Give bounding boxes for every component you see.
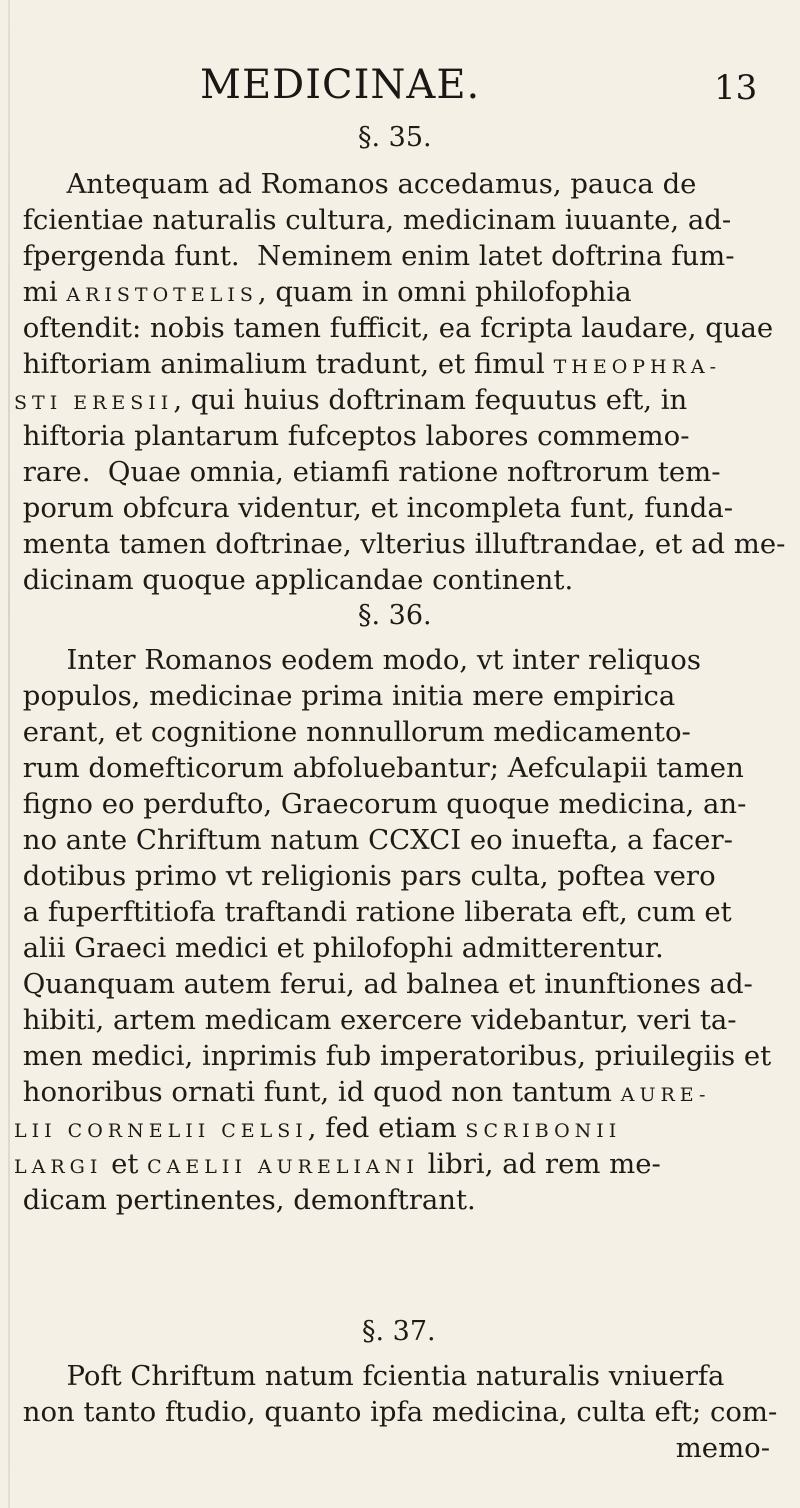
small-caps-name: THEOPHRA-	[553, 356, 722, 378]
text-segment: fpergenda funt. Neminem enim latet doftrina fum-	[14, 240, 735, 272]
text-segment: fcientiae naturalis cultura, medicinam iuuante, ad-	[14, 204, 732, 236]
running-head-title: MEDICINAE.	[200, 62, 481, 108]
text-segment: hiftoria plantarum fufceptos labores commemo-	[14, 420, 690, 452]
small-caps-name: ARISTOTELIS	[66, 284, 258, 306]
text-line	[14, 894, 770, 930]
running-head	[0, 62, 800, 112]
text-line	[14, 1038, 770, 1074]
text-line	[14, 1182, 770, 1218]
text-line	[14, 642, 770, 678]
text-segment: figno eo perdufto, Graecorum quoque medicina, an-	[14, 788, 747, 820]
text-segment: Antequam ad Romanos accedamus, pauca de	[14, 168, 697, 200]
text-segment: , fed etiam	[307, 1112, 466, 1144]
text-segment: porum obfcura videntur, et incompleta funt, funda-	[14, 492, 734, 524]
text-line	[14, 238, 770, 274]
text-line	[14, 822, 770, 858]
text-line	[14, 1110, 770, 1146]
text-segment: dicam pertinentes, demonftrant.	[14, 1184, 476, 1216]
text-line	[14, 1074, 770, 1110]
text-segment: hibiti, artem medicam exercere videbantur, veri ta-	[14, 1004, 737, 1036]
text-segment: honoribus ornati funt, id quod non tantum	[14, 1076, 621, 1108]
page-edge-shadow	[8, 0, 10, 1508]
text-segment: rum domefticorum abfoluebantur; Aefculapii tamen	[14, 752, 744, 784]
text-segment: men medici, inprimis fub imperatoribus, priuilegiis et	[14, 1040, 772, 1072]
section-mark: §. 35.	[358, 122, 432, 153]
text-line	[14, 418, 770, 454]
small-caps-name: LII CORNELII CELSI	[14, 1120, 308, 1142]
text-segment: a fuperftitiofa traftandi ratione liberata eft, cum et	[14, 896, 732, 928]
text-line	[14, 274, 770, 310]
text-segment: hiftoriam animalium tradunt, et fimul	[14, 348, 554, 380]
small-caps-name: LARGI	[14, 1156, 103, 1178]
text-segment: , qui huius doftrinam fequutus eft, in	[173, 384, 688, 416]
text-segment: , quam in omni philofophia	[257, 276, 632, 308]
text-segment: populos, medicinae prima initia mere empirica	[14, 680, 676, 712]
text-segment: libri, ad rem me-	[418, 1148, 661, 1180]
small-caps-name: CAELII AURELIANI	[147, 1156, 419, 1178]
text-line	[14, 526, 786, 562]
page-number: 13	[714, 68, 758, 108]
section-mark: §. 36.	[358, 600, 432, 631]
text-line	[14, 786, 770, 822]
text-segment: dicinam quoque applicandae continent.	[14, 564, 574, 596]
text-line	[14, 490, 770, 526]
small-caps-name: SCRIBONII	[465, 1120, 622, 1142]
text-line	[14, 1358, 770, 1394]
text-segment: mi	[14, 276, 67, 308]
text-line	[14, 930, 770, 966]
text-line	[14, 202, 770, 238]
text-segment: erant, et cognitione nonnullorum medicamento-	[14, 716, 691, 748]
text-segment: Poft Chriftum natum fcientia naturalis vniuerfa	[14, 1360, 725, 1392]
text-line	[14, 454, 770, 490]
text-segment: Inter Romanos eodem modo, vt inter reliquos	[14, 644, 701, 676]
text-line	[14, 678, 770, 714]
text-line	[14, 166, 770, 202]
text-line	[14, 382, 770, 418]
text-segment: memo-	[675, 1432, 770, 1464]
text-segment: alii Graeci medici et philofophi admitterentur.	[14, 932, 664, 964]
small-caps-name: AURE-	[620, 1084, 711, 1106]
text-line	[14, 310, 774, 346]
text-segment: non tanto ftudio, quanto ipfa medicina, culta eft; com-	[14, 1396, 778, 1428]
text-segment: Quanquam autem ferui, ad balnea et inunftiones ad-	[14, 968, 753, 1000]
text-segment: oftendit: nobis tamen fufficit, ea fcripta laudare, quae	[14, 312, 774, 344]
text-segment: dotibus primo vt religionis pars culta, poftea vero	[14, 860, 716, 892]
text-line	[14, 562, 770, 598]
text-line	[14, 1002, 770, 1038]
text-line	[14, 1430, 770, 1466]
small-caps-name: STI ERESII	[14, 392, 174, 414]
text-line	[14, 1394, 778, 1430]
text-segment: no ante Chriftum natum CCXCI eo inuefta, a facer-	[14, 824, 733, 856]
text-line	[14, 966, 770, 1002]
text-line	[14, 714, 770, 750]
text-line	[14, 346, 770, 382]
text-segment: rare. Quae omnia, etiamfi ratione noftrorum tem-	[14, 456, 721, 488]
text-line	[14, 1146, 770, 1182]
text-segment: menta tamen doftrinae, vlterius illuftrandae, et ad me-	[14, 528, 786, 560]
text-line	[14, 750, 770, 786]
section-mark: §. 37.	[362, 1316, 436, 1347]
text-line	[14, 858, 770, 894]
text-segment: et	[102, 1148, 148, 1180]
